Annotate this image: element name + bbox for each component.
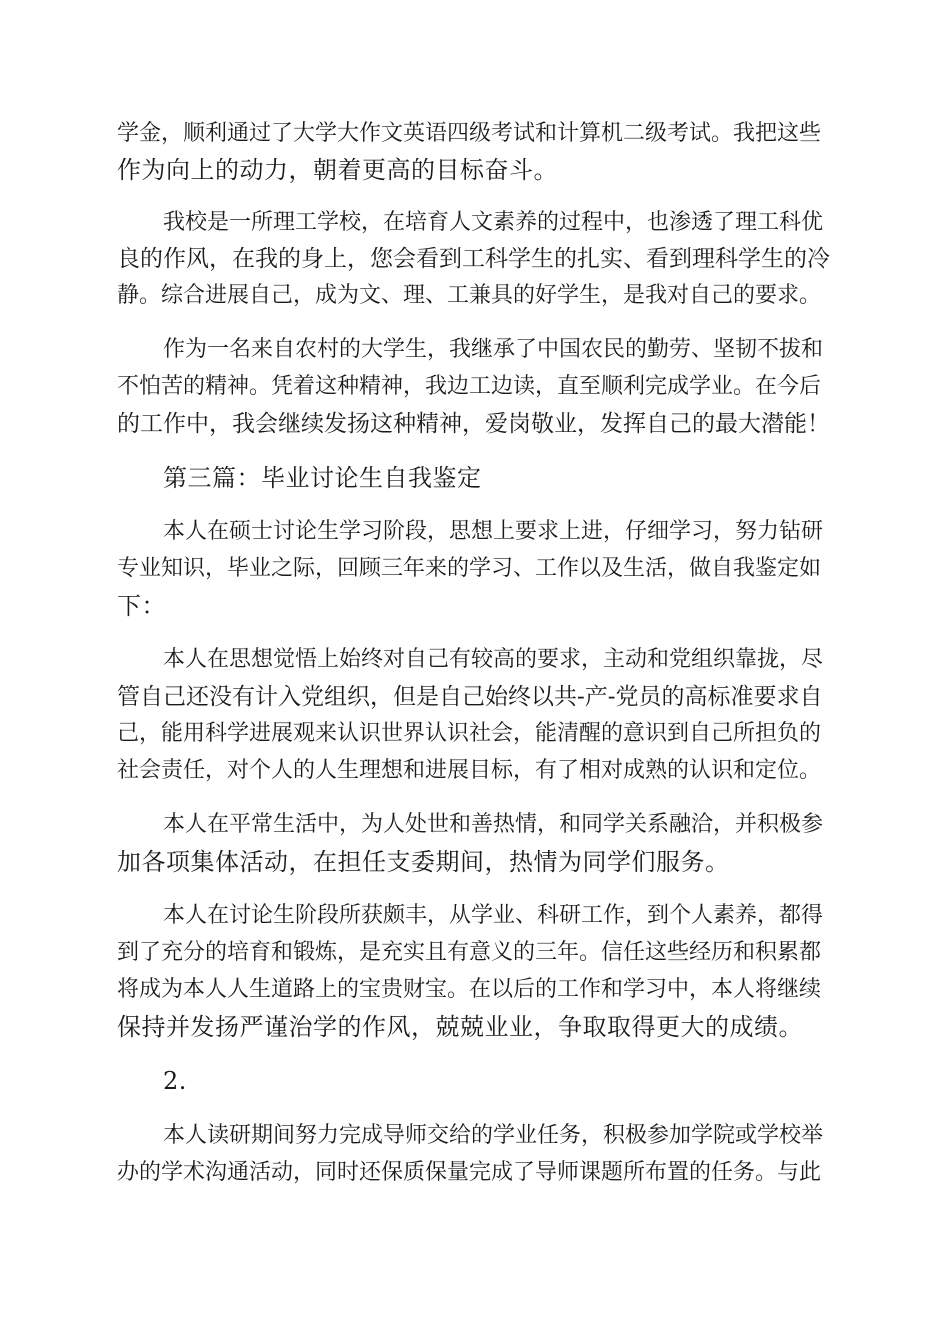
- text-line: 到了充分的培育和锻炼，是充实且有意义的三年。信任这些经历和积累都: [117, 940, 822, 965]
- text-line: 社会责任，对个人的人生理想和进展目标，有了相对成熟的认识和定位。: [117, 758, 822, 783]
- text-line: 本人在思想觉悟上始终对自己有较高的要求，主动和党组织靠拢，尽: [163, 647, 824, 672]
- text-line: 我校是一所理工学校，在培育人文素养的过程中，也渗透了理工科优: [163, 210, 824, 235]
- text-line: 将成为本人人生道路上的宝贵财宝。在以后的工作和学习中，本人将继续: [117, 977, 822, 1002]
- text-line: 本人读研期间努力完成导师交给的学业任务，积极参加学院或学校举: [163, 1123, 824, 1148]
- section-number: 2.: [163, 1067, 187, 1095]
- text-line: 本人在讨论生阶段所获颇丰，从学业、科研工作，到个人素养，都得: [163, 903, 824, 928]
- text-line: 良的作风，在我的身上，您会看到工科学生的扎实、看到理科学生的冷: [117, 246, 830, 272]
- text-line: 静。综合进展自己，成为文、理、工兼具的好学生，是我对自己的要求。: [117, 283, 822, 308]
- text-line: 办的学术沟通活动，同时还保质保量完成了导师课题所布置的任务。与此: [117, 1160, 822, 1185]
- text-line: 保持并发扬严谨治学的作风，兢兢业业，争取取得更大的成绩。: [117, 1013, 803, 1041]
- text-line: 本人在硕士讨论生学习阶段，思想上要求上进，仔细学习，努力钻研: [163, 519, 824, 544]
- text-line: 专业知识，毕业之际，回顾三年来的学习、工作以及生活，做自我鉴定如: [117, 556, 822, 581]
- text-line: 不怕苦的精神。凭着这种精神，我边工边读，直至顺利完成学业。在今后: [117, 374, 822, 399]
- text-line: 己，能用科学进展观来认识世界认识社会，能清醒的意识到自己所担负的: [117, 721, 822, 746]
- text-line: 作为一名来自农村的大学生，我继承了中国农民的勤劳、坚韧不拔和: [163, 337, 824, 362]
- text-line: 管自己还没有计入党组织，但是自己始终以共-产-党员的高标准要求自: [117, 684, 823, 710]
- text-line: 的工作中，我会继续发扬这种精神，爱岗敬业，发挥自己的最大潜能！: [117, 411, 830, 437]
- text-line: 本人在平常生活中，为人处世和善热情，和同学关系融洽，并积极参: [163, 812, 824, 837]
- text-line: 加各项集体活动，在担任支委期间，热情为同学们服务。: [117, 848, 730, 876]
- text-line: 下：: [117, 592, 166, 620]
- text-line: 作为向上的动力，朝着更高的目标奋斗。: [117, 156, 558, 184]
- section-heading: 第三篇：毕业讨论生自我鉴定: [163, 464, 482, 492]
- text-line: 学金，顺利通过了大学大作文英语四级考试和计算机二级考试。我把这些: [117, 121, 822, 146]
